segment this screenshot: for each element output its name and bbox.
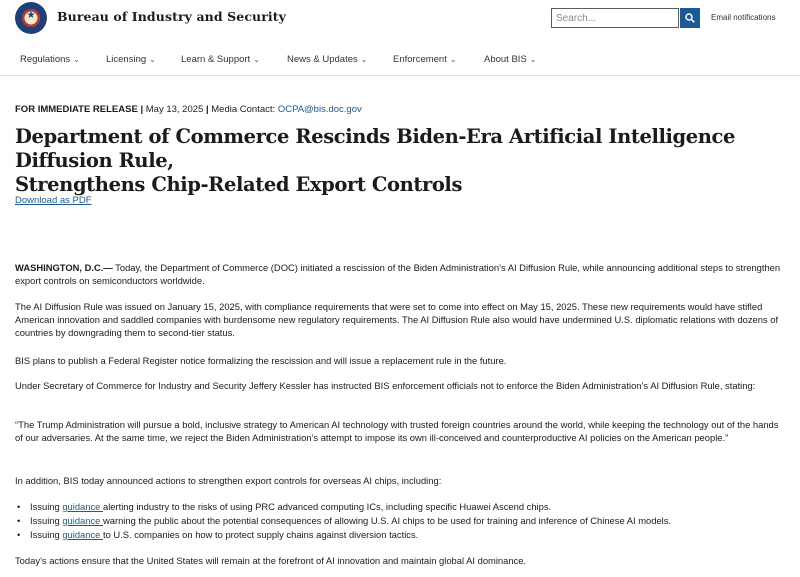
- page-title: [15, 125, 785, 197]
- bullet-dot: •: [17, 501, 21, 512]
- nav-label: Learn & Support: [181, 54, 251, 65]
- guidance-link[interactable]: guidance: [62, 529, 103, 540]
- release-info: [15, 104, 362, 115]
- title-line-2: Strengthens Chip-Related Export Controls: [15, 173, 463, 196]
- bullet-dot: •: [17, 515, 21, 526]
- media-contact-label: Media Contact:: [211, 104, 278, 115]
- nav-item-enforcement[interactable]: [393, 54, 457, 65]
- paragraph-2: The AI Diffusion Rule was issued on January 15, 2025, with compliance requirements that were set to come into effect on May 15, 2025. These new requirements would have stifled American innovation and saddled companies with burdensome new regulatory requirements. The AI Diffusion Rule also would have undermined U.S. diplomatic relations with dozens of countries by downgrading them to second-tier status.: [15, 301, 779, 338]
- nav-item-news-updates[interactable]: [287, 54, 367, 65]
- list-item: [15, 514, 785, 528]
- paragraph-6: In addition, BIS today announced actions to strengthen export controls for overseas AI chips, including:: [15, 475, 442, 486]
- separator: |: [203, 104, 212, 115]
- paragraph-4: Under Secretary of Commerce for Industry and Security Jeffery Kessler has instructed BIS enforcement officials not to enforce the Biden Administration’s AI Diffusion Rule, stating:: [15, 380, 756, 391]
- chevron-down-icon: ⌄: [360, 55, 368, 64]
- main-nav: [0, 46, 800, 76]
- paragraph-1: [15, 261, 785, 287]
- eagle-icon: ★: [26, 10, 36, 21]
- chevron-down-icon: ⌄: [253, 55, 260, 64]
- separator: |: [137, 104, 146, 115]
- guidance-link[interactable]: guidance: [62, 501, 103, 512]
- email-notifications-link[interactable]: Email notifications: [711, 13, 776, 22]
- chevron-down-icon: ⌄: [73, 55, 80, 64]
- search-icon: [685, 13, 695, 23]
- nav-label: Licensing: [106, 54, 147, 65]
- search-input[interactable]: [551, 8, 679, 28]
- nav-label: Enforcement: [393, 54, 447, 65]
- nav-item-licensing[interactable]: [106, 54, 156, 65]
- site-header: [0, 0, 800, 38]
- paragraph-7: Today’s actions ensure that the United States will remain at the forefront of AI innovation and maintain global AI dominance.: [15, 555, 527, 566]
- nav-item-learn-support[interactable]: [181, 54, 260, 65]
- bullet-prefix: Issuing: [30, 515, 63, 526]
- nav-label: News & Updates: [287, 54, 358, 65]
- nav-item-about-bis[interactable]: [484, 54, 536, 65]
- bullet-prefix: Issuing: [30, 529, 63, 540]
- nav-item-regulations[interactable]: [20, 54, 80, 65]
- chevron-down-icon: ⌄: [149, 55, 156, 64]
- bullet-text: to U.S. companies on how to protect supply chains against diversion tactics.: [102, 529, 419, 540]
- download-pdf-link[interactable]: Download as PDF: [15, 195, 92, 206]
- paragraph-3: BIS plans to publish a Federal Register notice formalizing the rescission and will issue a replacement rule in the future.: [15, 355, 507, 366]
- quote-paragraph: “The Trump Administration will pursue a bold, inclusive strategy to American AI technology with trusted foreign countries around the world, while keeping the technology out of the hands of our adversaries. At the same time, we reject the Biden Administration’s attempt to impose its own ill-conceived and counterproductive AI policies on the American people.”: [15, 419, 779, 443]
- title-line-1: Department of Commerce Rescinds Biden-Era Artificial Intelligence Diffusion Rule,: [15, 125, 735, 172]
- nav-label: Regulations: [20, 54, 71, 65]
- bullet-dot: •: [17, 529, 21, 540]
- chevron-down-icon: ⌄: [529, 55, 537, 64]
- list-item: [15, 528, 785, 542]
- paragraph-1-text: Today, the Department of Commerce (DOC) initiated a rescission of the Biden Administration’s AI Diffusion Rule, while announcing additional steps to strengthen export controls on semiconductors worldwide.: [15, 262, 781, 286]
- bis-seal-logo[interactable]: [15, 2, 47, 34]
- guidance-link[interactable]: guidance: [62, 515, 103, 526]
- bullet-prefix: Issuing: [30, 501, 63, 512]
- dateline: WASHINGTON, D.C.—: [15, 262, 113, 273]
- bullet-text: alerting industry to the risks of using PRC advanced computing ICs, including specific Huawei Ascend chips.: [102, 501, 552, 512]
- search-button[interactable]: [680, 8, 700, 28]
- media-contact-email-link[interactable]: OCPA@bis.doc.gov: [277, 104, 362, 115]
- bullet-list: [15, 500, 785, 542]
- chevron-down-icon: ⌄: [449, 55, 457, 64]
- list-item: [15, 500, 785, 514]
- nav-label: About BIS: [484, 54, 527, 65]
- release-date: May 13, 2025: [145, 104, 204, 115]
- release-label: FOR IMMEDIATE RELEASE: [15, 104, 138, 115]
- bullet-text: warning the public about the potential consequences of allowing U.S. AI chips to be used for training and inference of Chinese AI models.: [102, 515, 672, 526]
- site-title[interactable]: Bureau of Industry and Security: [57, 9, 287, 24]
